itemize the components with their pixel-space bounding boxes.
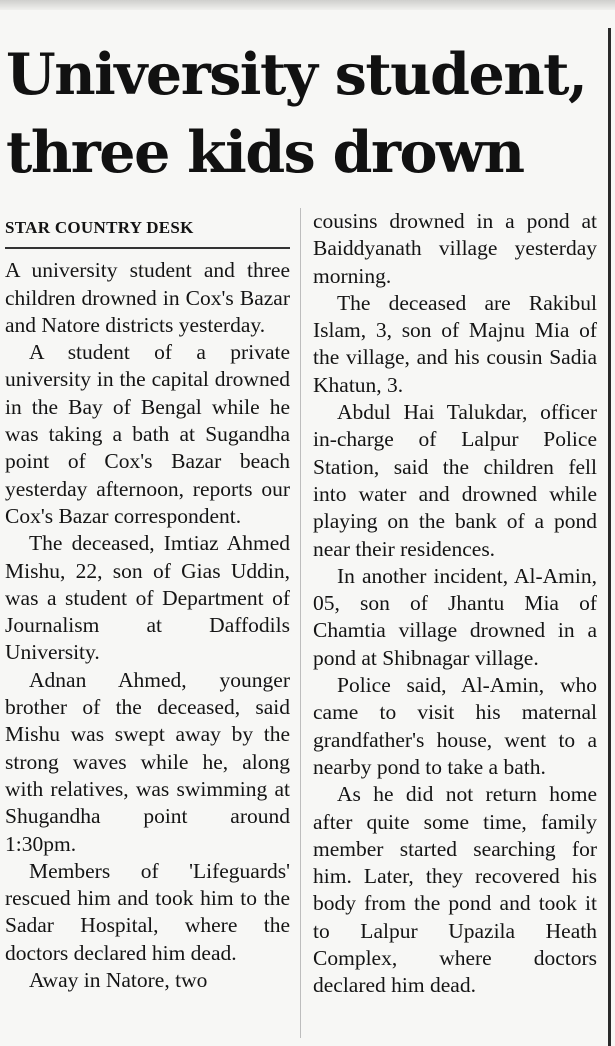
paragraph: A student of a private university in the capital drowned in the Bay of Bengal while he was taking a bath at Sugandha point of Cox's Bazar beach yesterday afternoon, reports our Cox's Bazar correspondent. (5, 340, 290, 528)
paragraph: Police said, Al-Amin, who came to visit his maternal grandfather's house, went to a nearby pond to take a bath. (313, 673, 597, 779)
paragraph: Members of 'Lifeguards' rescued him and took him to the Sadar Hospital, where the doctors declared him dead. (5, 858, 290, 965)
paragraph: Abdul Hai Talukdar, officer in-charge of Lalpur Police Station, said the children fell into water and drowned while playing on the bank of a pond near their residences. (313, 400, 597, 561)
headline-line-1: University student, (6, 41, 587, 108)
paragraph: As he did not return home after quite some time, family member started searching for him. Later, they recovered his body from the pond and took it to Lalpur Upazila Heath Complex, where doctors declared him dead. (313, 782, 597, 998)
article-column-left (5, 208, 290, 1038)
paragraph: In another incident, Al-Amin, 05, son of Jhantu Mia of Chamtia village drowned in a pond at Shibnagar village. (313, 563, 597, 670)
paragraph: Away in Natore, two (29, 968, 208, 993)
paragraph: Adnan Ahmed, younger brother of the deceased, said Mishu was swept away by the strong waves while he, along with relatives, was swimming at Shugandha point around 1:30pm. (5, 667, 290, 856)
article-column-right (313, 208, 597, 1038)
headline-line-2: three kids drown (6, 119, 524, 186)
paragraph: A university student and three children drowned in Cox's Bazar and Natore districts yesterday. (5, 258, 290, 337)
right-border-rule (608, 28, 611, 1046)
paragraph: The deceased are Rakibul Islam, 3, son of Majnu Mia of the village, and his cousin Sadia Khatun, 3. (313, 290, 597, 397)
headline (6, 36, 602, 192)
column-divider (300, 208, 301, 1038)
byline: STAR COUNTRY DESK (5, 214, 290, 249)
paragraph: cousins drowned in a pond at Baiddyanath village yesterday morning. (313, 209, 597, 288)
paragraph: The deceased, Imtiaz Ahmed Mishu, 22, son of Gias Uddin, was a student of Department of Journalism at Daffodils University. (5, 531, 290, 665)
page-top-edge (0, 0, 615, 10)
